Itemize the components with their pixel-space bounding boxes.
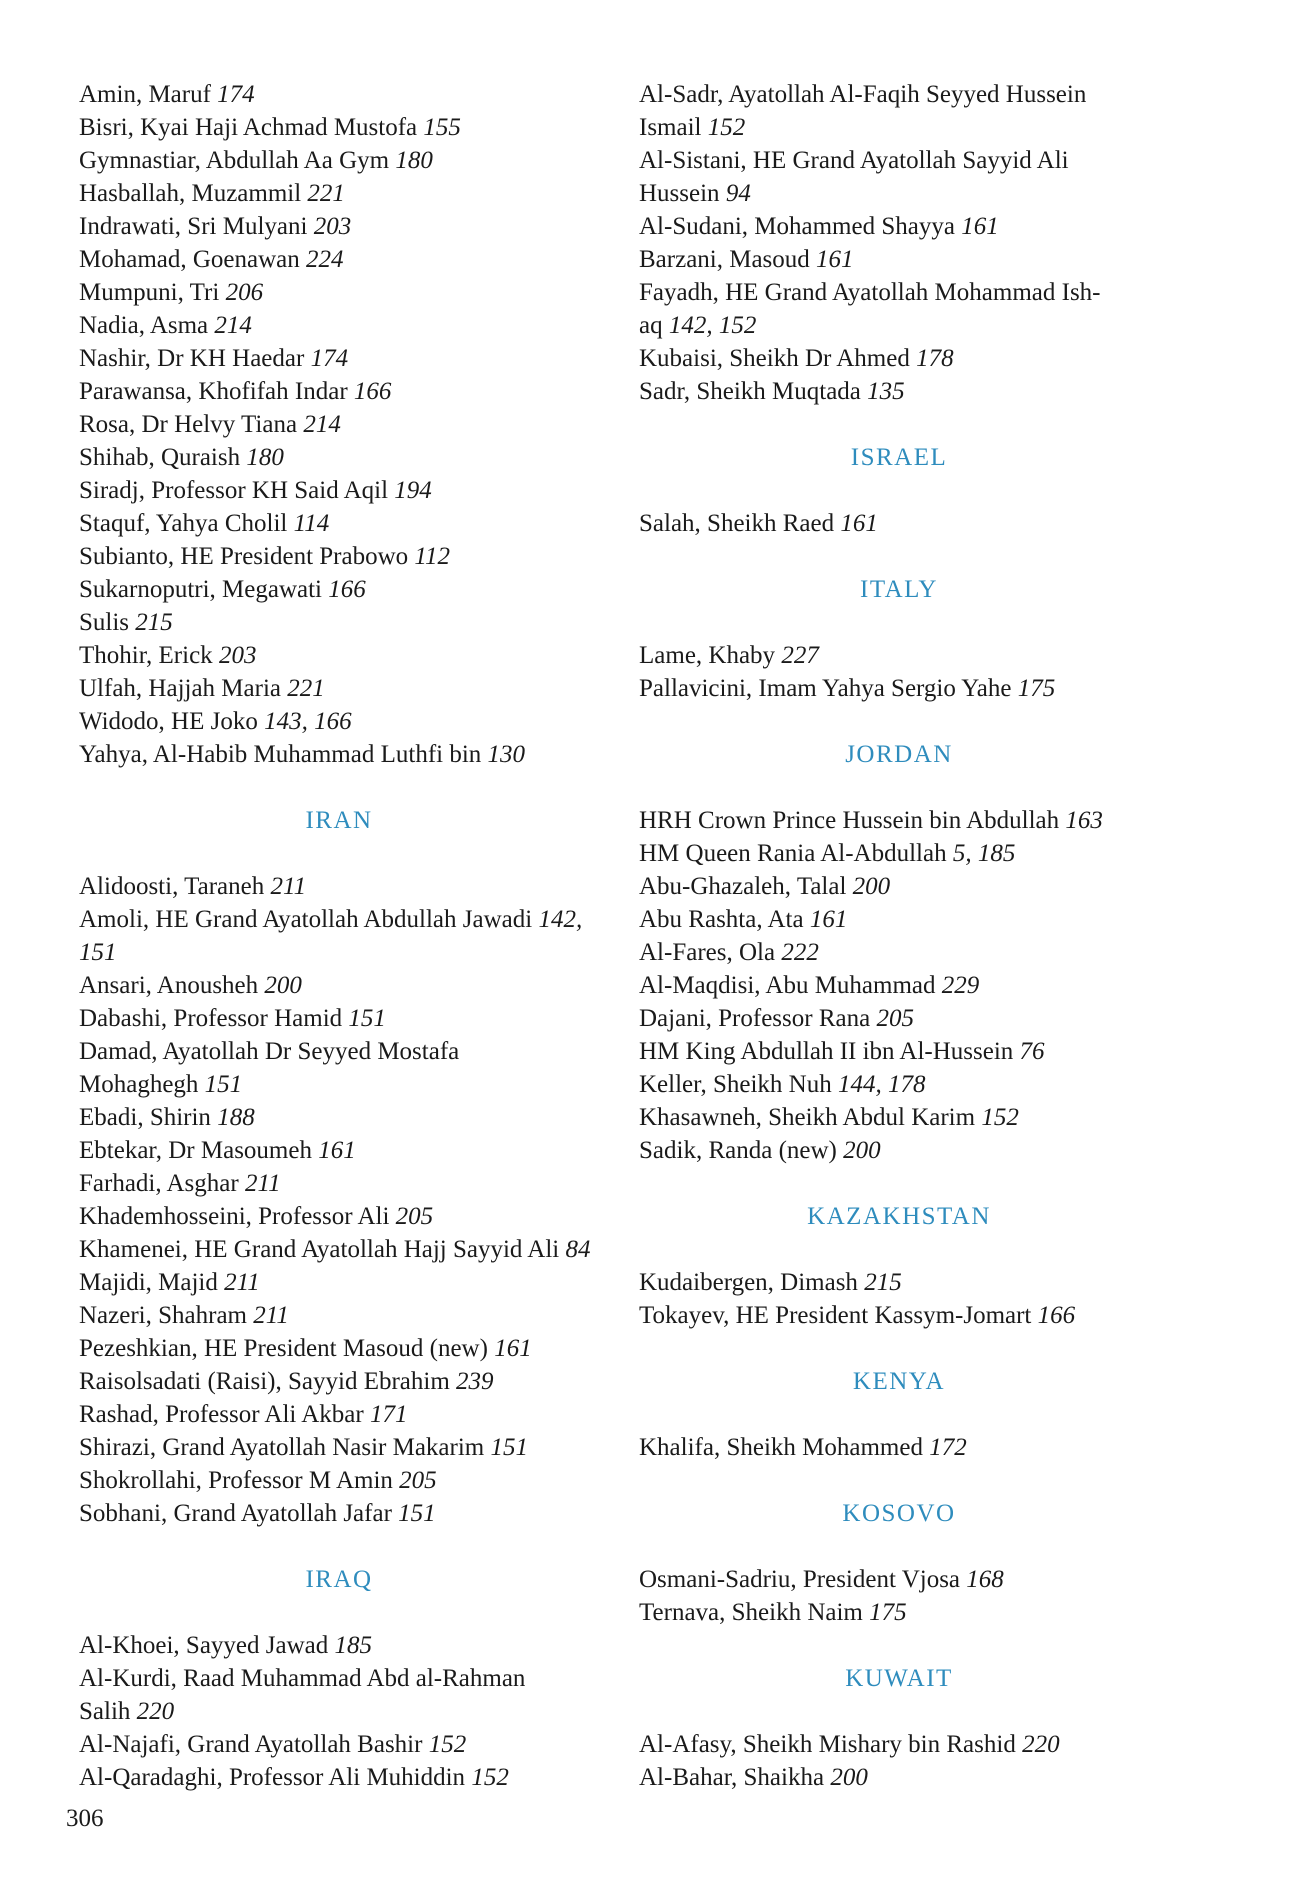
entry-name: Nadia, Asma [79, 312, 209, 339]
index-entry [639, 1101, 1199, 1134]
entry-name: Thohir, Erick [79, 642, 213, 669]
index-entry [639, 969, 1199, 1002]
entry-pages: 180 [395, 147, 433, 174]
entry-pages: 200 [830, 1764, 868, 1791]
entry-name: Barzani, Masoud [639, 246, 810, 273]
entry-pages: 76 [1019, 1038, 1045, 1065]
index-entry [639, 1299, 1199, 1332]
index-entry [79, 1761, 599, 1794]
entry-pages: 130 [487, 741, 526, 768]
entry-name: Siradj, Professor KH Said Aqil [79, 477, 389, 504]
index-entry [639, 936, 1199, 969]
index-entry [639, 144, 1199, 177]
index-entry [79, 1002, 599, 1035]
spacer [639, 705, 1199, 738]
index-entry [639, 375, 1199, 408]
spacer [639, 540, 1199, 573]
entry-pages: 211 [224, 1269, 260, 1296]
entry-pages: 227 [781, 642, 819, 669]
entry-name: Osmani-Sadriu, President Vjosa [639, 1566, 961, 1593]
index-entry [79, 936, 599, 969]
index-entry [639, 1728, 1199, 1761]
entry-name: Al-Kurdi, Raad Muhammad Abd al-Rahman [79, 1665, 526, 1692]
spacer [639, 1233, 1199, 1266]
spacer [639, 1332, 1199, 1365]
entry-pages: 174 [217, 81, 255, 108]
country-heading: ITALY [860, 576, 938, 603]
entry-name: Al-Fares, Ola [639, 939, 776, 966]
entry-pages: 166 [328, 576, 366, 603]
entry-pages: 135 [867, 378, 905, 405]
entry-name: Kubaisi, Sheikh Dr Ahmed [639, 345, 910, 372]
entry-name: Al-Khoei, Sayyed Jawad [79, 1632, 329, 1659]
entry-name: Al-Qaradaghi, Professor Ali Muhiddin [79, 1764, 466, 1791]
spacer [79, 837, 599, 870]
entry-pages: 180 [246, 444, 284, 471]
entry-pages: 214 [214, 312, 252, 339]
index-entry [79, 1068, 599, 1101]
entry-name: Ismail [639, 114, 702, 141]
entry-name: Al-Bahar, Shaikha [639, 1764, 825, 1791]
entry-name: Mohamad, Goenawan [79, 246, 300, 273]
entry-pages: 152 [981, 1104, 1019, 1131]
country-heading: IRAN [305, 807, 373, 834]
index-entry [639, 639, 1199, 672]
entry-name: Shirazi, Grand Ayatollah Nasir Makarim [79, 1434, 485, 1461]
entry-name: Staquf, Yahya Cholil [79, 510, 288, 537]
index-entry [79, 144, 599, 177]
entry-name: Hussein [639, 180, 720, 207]
entry-pages: 220 [136, 1698, 175, 1725]
entry-name: Bisri, Kyai Haji Achmad Mustofa [79, 114, 418, 141]
entry-pages: 185 [334, 1632, 372, 1659]
entry-name: Widodo, HE Joko [79, 708, 258, 735]
entry-name: Khamenei, HE Grand Ayatollah Hajj Sayyid Ali [79, 1236, 560, 1263]
entry-pages: 214 [303, 411, 341, 438]
index-entry [79, 639, 599, 672]
index-entry [639, 111, 1199, 144]
index-entry [79, 111, 599, 144]
entry-name: Salah, Sheikh Raed [639, 510, 835, 537]
entry-name: Al-Najafi, Grand Ayatollah Bashir [79, 1731, 423, 1758]
index-entry [79, 276, 599, 309]
spacer [639, 1398, 1199, 1431]
index-entry [639, 1266, 1199, 1299]
entry-pages: 151 [348, 1005, 386, 1032]
page-number: 306 [66, 1805, 104, 1832]
index-entry [639, 78, 1199, 111]
entry-name: HRH Crown Prince Hussein bin Abdullah [639, 807, 1060, 834]
entry-name: Salih [79, 1698, 131, 1725]
right-index-column [639, 78, 1199, 1794]
entry-name: Subianto, HE President Prabowo [79, 543, 409, 570]
entry-pages: 224 [306, 246, 344, 273]
spacer [79, 771, 599, 804]
entry-pages: 194 [394, 477, 432, 504]
entry-pages: 211 [253, 1302, 289, 1329]
entry-name: Lame, Khaby [639, 642, 776, 669]
country-heading: JORDAN [845, 741, 953, 768]
entry-name: Al-Sistani, HE Grand Ayatollah Sayyid Ali [639, 147, 1069, 174]
entry-pages: 203 [218, 642, 257, 669]
entry-pages: 200 [843, 1137, 881, 1164]
entry-name: Sulis [79, 609, 130, 636]
entry-pages: 175 [1017, 675, 1056, 702]
entry-pages: 211 [270, 873, 307, 900]
entry-pages: 112 [414, 543, 451, 570]
spacer [639, 1464, 1199, 1497]
entry-name: Tokayev, HE President Kassym-Jomart [639, 1302, 1032, 1329]
index-entry [639, 309, 1199, 342]
entry-name: Gymnastiar, Abdullah Aa Gym [79, 147, 390, 174]
index-entry [79, 1299, 599, 1332]
entry-name: Shihab, Quraish [79, 444, 241, 471]
entry-name: Kudaibergen, Dimash [639, 1269, 858, 1296]
index-entry [79, 1035, 599, 1068]
entry-name: Shokrollahi, Professor M Amin [79, 1467, 393, 1494]
index-entry [639, 342, 1199, 375]
entry-pages: 166 [353, 378, 392, 405]
entry-name: Khasawneh, Sheikh Abdul Karim [639, 1104, 976, 1131]
index-entry [79, 1464, 599, 1497]
index-entry [639, 276, 1199, 309]
entry-pages: 211 [244, 1170, 281, 1197]
index-entry [79, 507, 599, 540]
entry-name: Yahya, Al-Habib Muhammad Luthfi bin [79, 741, 482, 768]
entry-name: Abu-Ghazaleh, Talal [639, 873, 847, 900]
entry-name: Sobhani, Grand Ayatollah Jafar [79, 1500, 392, 1527]
index-entry [639, 507, 1199, 540]
entry-name: Raisolsadati (Raisi), Sayyid Ebrahim [79, 1368, 450, 1395]
index-entry [79, 309, 599, 342]
index-entry [79, 606, 599, 639]
spacer [79, 1530, 599, 1563]
index-entry [79, 705, 599, 738]
entry-pages: 161 [840, 510, 878, 537]
spacer [639, 1629, 1199, 1662]
index-entry [639, 1134, 1199, 1167]
index-entry [639, 177, 1199, 210]
index-entry [79, 1233, 599, 1266]
entry-name: Dabashi, Professor Hamid [79, 1005, 343, 1032]
index-entry [79, 474, 599, 507]
entry-name: Majidi, Majid [79, 1269, 218, 1296]
index-entry [79, 375, 599, 408]
entry-name: Sukarnoputri, Megawati [79, 576, 323, 603]
entry-name: Parawansa, Khofifah Indar [79, 378, 348, 405]
entry-name: Hasballah, Muzammil [79, 180, 302, 207]
entry-pages: 171 [369, 1401, 408, 1428]
spacer [639, 1695, 1199, 1728]
entry-pages: 166 [1037, 1302, 1076, 1329]
entry-pages: 143, 166 [264, 708, 352, 735]
index-entry [79, 243, 599, 276]
index-entry [79, 573, 599, 606]
entry-name: aq [639, 312, 663, 339]
entry-pages: 84 [565, 1236, 591, 1263]
index-entry [79, 78, 599, 111]
index-entry [79, 1266, 599, 1299]
index-entry [639, 1002, 1199, 1035]
entry-name: Khademhosseini, Professor Ali [79, 1203, 390, 1230]
index-entry [79, 408, 599, 441]
index-entry [79, 870, 599, 903]
index-entry [639, 903, 1199, 936]
entry-name: Farhadi, Asghar [79, 1170, 239, 1197]
index-entry [79, 969, 599, 1002]
entry-name: Al-Sadr, Ayatollah Al-Faqih Seyyed Hussein [639, 81, 1087, 108]
entry-name: Pezeshkian, HE President Masoud (new) [79, 1335, 488, 1362]
index-entry [639, 210, 1199, 243]
entry-name: Sadr, Sheikh Muqtada [639, 378, 861, 405]
index-entry [639, 243, 1199, 276]
entry-pages: 161 [809, 906, 848, 933]
index-entry [639, 1596, 1199, 1629]
entry-pages: 205 [876, 1005, 914, 1032]
index-entry [79, 441, 599, 474]
entry-name: Keller, Sheikh Nuh [639, 1071, 832, 1098]
entry-pages: 152 [707, 114, 746, 141]
entry-name: Fayadh, HE Grand Ayatollah Mohammad Ish- [639, 279, 1101, 306]
country-heading: KOSOVO [842, 1500, 956, 1527]
spacer [639, 1530, 1199, 1563]
entry-pages: 151 [204, 1071, 243, 1098]
index-entry [79, 903, 599, 936]
entry-pages: 229 [941, 972, 980, 999]
entry-name: Rosa, Dr Helvy Tiana [79, 411, 298, 438]
entry-name: Al-Afasy, Sheikh Mishary bin Rashid [639, 1731, 1016, 1758]
entry-pages: 239 [456, 1368, 494, 1395]
index-entry [79, 1365, 599, 1398]
entry-pages: 94 [725, 180, 751, 207]
spacer [639, 771, 1199, 804]
entry-pages: 151 [490, 1434, 528, 1461]
entry-pages: 178 [916, 345, 954, 372]
entry-pages: 161 [318, 1137, 356, 1164]
index-entry [79, 210, 599, 243]
entry-name: Alidoosti, Taraneh [79, 873, 265, 900]
entry-pages: 205 [399, 1467, 437, 1494]
entry-pages: 144, 178 [837, 1071, 926, 1098]
entry-name: Ebtekar, Dr Masoumeh [79, 1137, 312, 1164]
index-entry [639, 837, 1199, 870]
entry-name: Sadik, Randa (new) [639, 1137, 837, 1164]
entry-name: Rashad, Professor Ali Akbar [79, 1401, 364, 1428]
entry-name: Damad, Ayatollah Dr Seyyed Mostafa [79, 1038, 460, 1065]
country-heading: ISRAEL [850, 444, 948, 471]
index-entry [79, 1695, 599, 1728]
entry-pages: 174 [310, 345, 349, 372]
entry-pages: 188 [217, 1104, 255, 1131]
spacer [639, 1167, 1199, 1200]
entry-pages: 161 [494, 1335, 532, 1362]
entry-pages: 205 [395, 1203, 434, 1230]
index-entry [79, 672, 599, 705]
index-entry [79, 342, 599, 375]
entry-name: Mumpuni, Tri [79, 279, 220, 306]
index-entry [639, 804, 1199, 837]
left-index-column [79, 78, 599, 1794]
entry-name: Nazeri, Shahram [79, 1302, 247, 1329]
entry-pages: 114 [293, 510, 330, 537]
entry-pages: 161 [816, 246, 854, 273]
index-entry [639, 870, 1199, 903]
entry-name: Indrawati, Sri Mulyani [79, 213, 308, 240]
index-entry [639, 1035, 1199, 1068]
index-entry [79, 738, 599, 771]
entry-name: Amin, Maruf [79, 81, 211, 108]
entry-pages: 152 [428, 1731, 467, 1758]
entry-pages: 200 [852, 873, 891, 900]
entry-name: Al-Sudani, Mohammed Shayya [639, 213, 955, 240]
entry-name: Ebadi, Shirin [79, 1104, 211, 1131]
entry-name: Pallavicini, Imam Yahya Sergio Yahe [639, 675, 1012, 702]
country-heading: KAZAKHSTAN [807, 1203, 991, 1230]
index-entry [79, 1134, 599, 1167]
entry-name: Mohaghegh [79, 1071, 199, 1098]
entry-pages: 5, 185 [952, 840, 1016, 867]
index-entry [639, 1431, 1199, 1464]
spacer [639, 408, 1199, 441]
entry-pages: 142, 152 [668, 312, 757, 339]
index-entry [639, 672, 1199, 705]
country-heading: KUWAIT [845, 1665, 953, 1692]
entry-pages: 172 [929, 1434, 967, 1461]
index-entry [79, 1662, 599, 1695]
index-entry [79, 1497, 599, 1530]
entry-pages: 163 [1065, 807, 1103, 834]
spacer [79, 1596, 599, 1629]
entry-pages: 215 [135, 609, 173, 636]
index-entry [79, 1398, 599, 1431]
entry-pages: 215 [864, 1269, 902, 1296]
entry-pages: 168 [966, 1566, 1004, 1593]
entry-name: Ternava, Sheikh Naim [639, 1599, 863, 1626]
entry-name: Ansari, Anousheh [79, 972, 259, 999]
index-entry [79, 1629, 599, 1662]
entry-pages: 151 [398, 1500, 436, 1527]
index-entry [79, 1332, 599, 1365]
entry-name: Nashir, Dr KH Haedar [79, 345, 305, 372]
entry-pages: 161 [961, 213, 999, 240]
entry-name: Abu Rashta, Ata [639, 906, 804, 933]
entry-pages: 151 [79, 939, 117, 966]
index-entry [79, 1431, 599, 1464]
index-entry [79, 540, 599, 573]
entry-name: Dajani, Professor Rana [639, 1005, 871, 1032]
entry-pages: 142, [538, 906, 583, 933]
entry-pages: 206 [225, 279, 264, 306]
country-heading: IRAQ [305, 1566, 373, 1593]
entry-pages: 175 [869, 1599, 907, 1626]
entry-pages: 200 [264, 972, 302, 999]
index-entry [79, 1200, 599, 1233]
index-entry [79, 1728, 599, 1761]
entry-pages: 221 [287, 675, 325, 702]
entry-pages: 221 [307, 180, 345, 207]
index-entry [639, 1563, 1199, 1596]
entry-pages: 152 [471, 1764, 509, 1791]
entry-name: Khalifa, Sheikh Mohammed [639, 1434, 923, 1461]
entry-name: Ulfah, Hajjah Maria [79, 675, 282, 702]
index-entry [79, 177, 599, 210]
index-entry [79, 1101, 599, 1134]
entry-pages: 203 [313, 213, 352, 240]
index-entry [639, 1761, 1199, 1794]
entry-pages: 222 [781, 939, 819, 966]
entry-pages: 155 [423, 114, 461, 141]
entry-name: HM Queen Rania Al-Abdullah [639, 840, 947, 867]
entry-pages: 220 [1022, 1731, 1060, 1758]
entry-name: Amoli, HE Grand Ayatollah Abdullah Jawadi [79, 906, 533, 933]
spacer [639, 606, 1199, 639]
entry-name: Al-Maqdisi, Abu Muhammad [639, 972, 936, 999]
index-entry [79, 1167, 599, 1200]
index-entry [639, 1068, 1199, 1101]
entry-name: HM King Abdullah II ibn Al-Hussein [639, 1038, 1014, 1065]
country-heading: KENYA [852, 1368, 946, 1395]
spacer [639, 474, 1199, 507]
